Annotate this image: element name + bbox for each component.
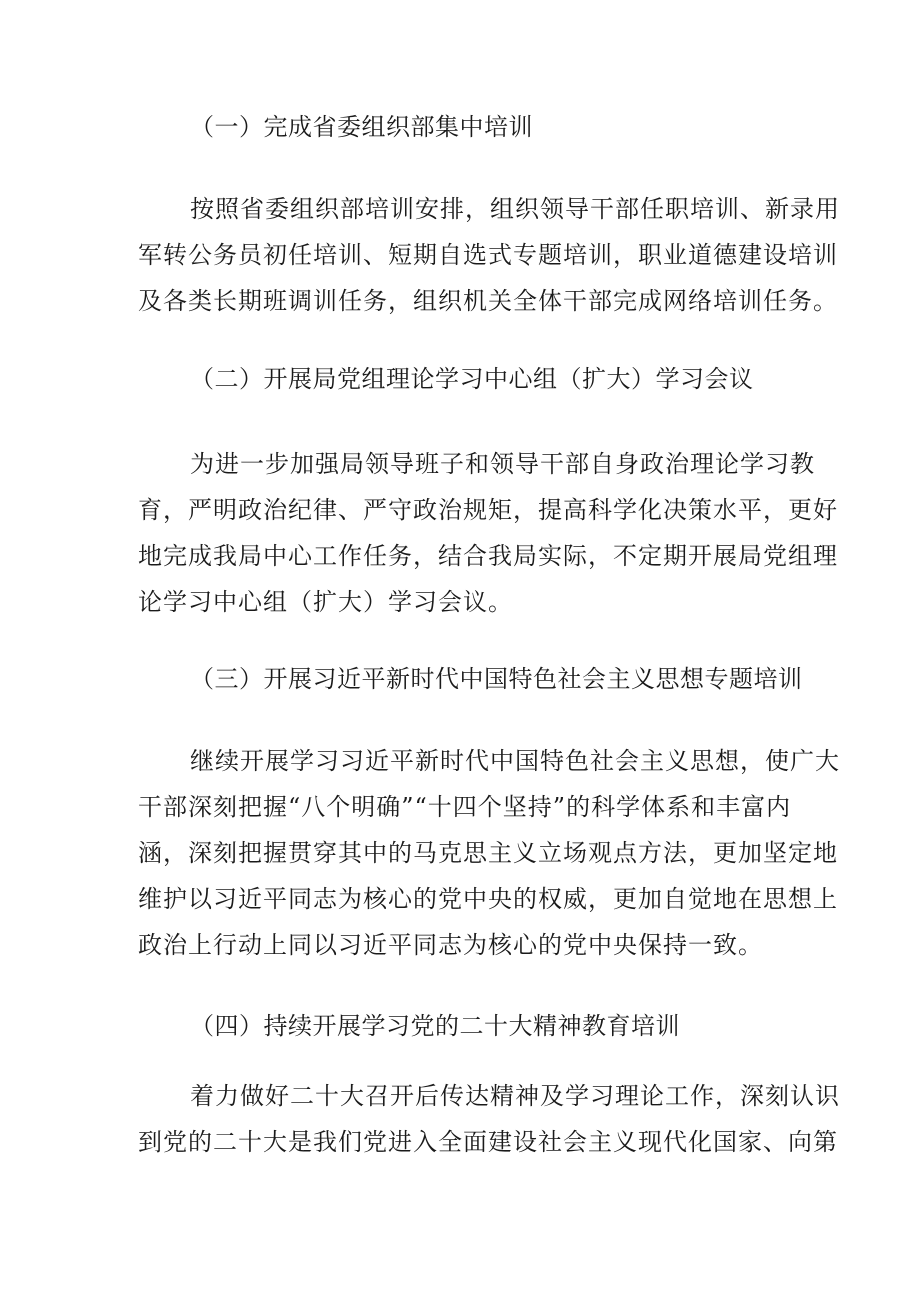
section-paragraph-4 [138,1073,840,1165]
paragraph-line: 干部深刻把握“八个明确”“十四个坚持”的科学体系和丰富内 [138,793,792,821]
paragraph-line: 着力做好二十大召开后传达精神及学习理论工作，深刻认识 [190,1082,840,1110]
paragraph-line: 到党的二十大是我们党进入全面建设社会主义现代化国家、向第 [138,1128,838,1156]
paragraph-line: 地完成我局中心工作任务，结合我局实际，不定期开展局党组理 [138,542,838,570]
paragraph-line: 论学习中心组（扩大）学习会议。 [138,588,513,616]
section-paragraph-2 [138,441,838,625]
paragraph-line: 政治上行动上同以习近平同志为核心的党中央保持一致。 [138,931,763,959]
paragraph-line: 及各类长期班调训任务，组织机关全体干部完成网络培训任务。 [138,287,838,315]
section-paragraph-3 [138,738,840,968]
section-heading-2: （二）开展局党组理论学习中心组（扩大）学习会议 [190,365,754,393]
section-heading-3: （三）开展习近平新时代中国特色社会主义思想专题培训 [190,665,803,693]
paragraph-line: 为进一步加强局领导班子和领导干部自身政治理论学习教 [190,450,815,478]
paragraph-line: 涵，深刻把握贯穿其中的马克思主义立场观点方法，更加坚定地 [138,839,838,867]
paragraph-line: 育，严明政治纪律、严守政治规矩，提高科学化决策水平，更好 [138,496,838,524]
section-paragraph-1 [138,186,840,324]
section-heading-1: （一）完成省委组织部集中培训 [190,113,533,141]
paragraph-line: 维护以习近平同志为核心的党中央的权威，更加自觉地在思想上 [138,885,838,913]
paragraph-line: 军转公务员初任培训、短期自选式专题培训，职业道德建设培训 [138,241,838,269]
paragraph-line: 继续开展学习习近平新时代中国特色社会主义思想，使广大 [190,747,840,775]
paragraph-line: 按照省委组织部培训安排，组织领导干部任职培训、新录用 [190,195,840,223]
section-heading-4: （四）持续开展学习党的二十大精神教育培训 [190,1012,680,1040]
